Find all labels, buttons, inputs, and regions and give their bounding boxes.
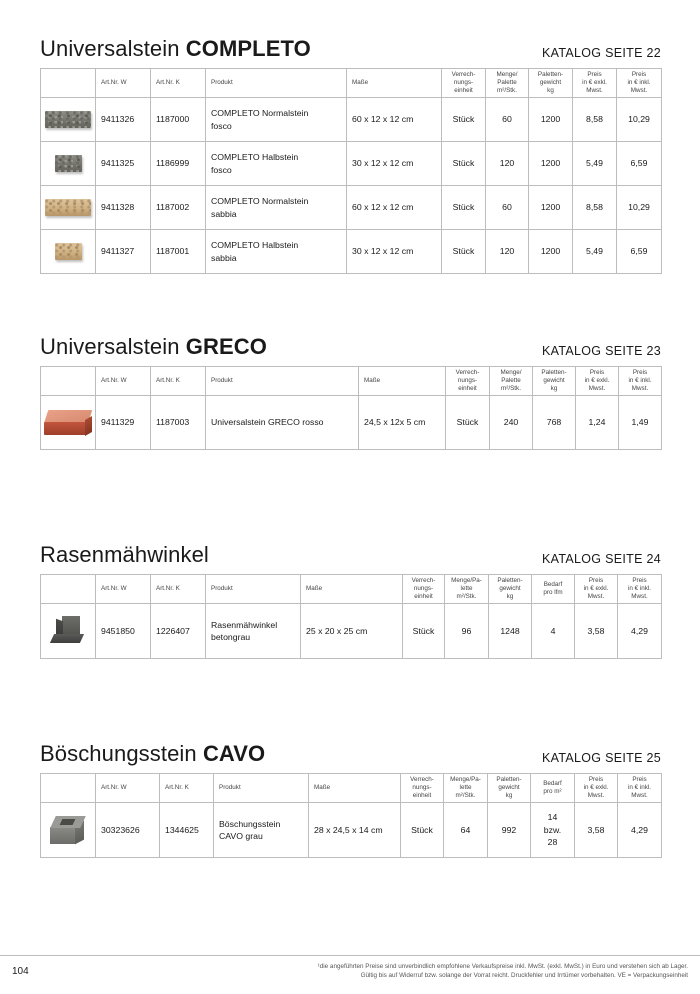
table-row xyxy=(41,604,662,659)
col-preis-exkl: Preis in € exkl. Mwst. xyxy=(576,367,619,396)
stone-image-icon xyxy=(55,243,82,260)
art-nr-w: 30323626 xyxy=(96,803,160,858)
stone-image-icon xyxy=(45,111,91,128)
col-art-k: Art.Nr. K xyxy=(151,575,206,604)
col-bedarf: Bedarf pro m² xyxy=(531,774,575,803)
stone-image-icon xyxy=(45,199,91,216)
col-menge: Menge/ Palette m²/Stk. xyxy=(486,69,529,98)
col-menge: Menge/Pa- lette m²/Stk. xyxy=(445,575,489,604)
col-art-k: Art.Nr. K xyxy=(160,774,214,803)
section-rasenmaehwinkel xyxy=(40,542,661,659)
col-masse: Maße xyxy=(347,69,442,98)
col-produkt: Produkt xyxy=(206,575,301,604)
section-header xyxy=(40,741,661,773)
art-nr-w: 9411326 xyxy=(96,98,151,142)
col-masse: Maße xyxy=(301,575,403,604)
footnote: ¹die angeführten Preise sind unverbindlich empfohlene Verkaufspreise inkl. MwSt. (exkl. MwSt.) in Euro und verstehen sich ab Lager. Gültig bis auf Widerruf bzw. solange der Vorrat reicht. Druckfehler und Irrtümer vorbehalten. VE = Verpackungseinheit xyxy=(317,963,688,979)
preis-exkl: 5,49 xyxy=(573,142,617,186)
catalog-page-ref: KATALOG SEITE 22 xyxy=(542,46,661,60)
col-art-w: Art.Nr. W xyxy=(96,367,151,396)
col-einheit: Verrech- nungs- einheit xyxy=(446,367,490,396)
art-nr-w: 9411328 xyxy=(96,186,151,230)
masse: 30 x 12 x 12 cm xyxy=(347,230,442,274)
slope-stone-icon xyxy=(49,813,87,847)
section-title: Böschungsstein CAVO xyxy=(40,741,266,766)
product-cell: COMPLETO Halbstein sabbia xyxy=(206,230,347,274)
preis-exkl: 8,58 xyxy=(573,98,617,142)
table-row xyxy=(41,803,662,858)
product-cell: COMPLETO Normalstein sabbia xyxy=(206,186,347,230)
section-header xyxy=(40,334,661,366)
gewicht: 1200 xyxy=(529,98,573,142)
col-gewicht: Paletten- gewicht kg xyxy=(488,774,531,803)
col-menge: Menge/Pa- lette m²/Stk. xyxy=(444,774,488,803)
table-row xyxy=(41,396,662,450)
masse: 25 x 20 x 25 cm xyxy=(301,604,403,659)
col-gewicht: Paletten- gewicht kg xyxy=(529,69,573,98)
einheit: Stück xyxy=(442,186,486,230)
gewicht: 768 xyxy=(533,396,576,450)
table-header-row xyxy=(41,575,662,604)
col-preis-inkl: Preis in € inkl. Mwst. xyxy=(619,367,662,396)
table-row xyxy=(41,230,662,274)
menge: 60 xyxy=(486,186,529,230)
masse: 60 x 12 x 12 cm xyxy=(347,186,442,230)
art-nr-w: 9411325 xyxy=(96,142,151,186)
einheit: Stück xyxy=(442,98,486,142)
menge: 120 xyxy=(486,230,529,274)
col-preis-inkl: Preis in € inkl. Mwst. xyxy=(618,575,662,604)
table-header-row xyxy=(41,367,662,396)
col-menge: Menge/ Palette m²/Stk. xyxy=(490,367,533,396)
einheit: Stück xyxy=(442,142,486,186)
col-preis-exkl: Preis in € exkl. Mwst. xyxy=(575,774,618,803)
bedarf: 4 xyxy=(532,604,575,659)
angle-stone-icon xyxy=(48,614,88,648)
catalog-page-ref: KATALOG SEITE 23 xyxy=(542,344,661,358)
art-nr-k: 1187001 xyxy=(151,230,206,274)
col-einheit: Verrech- nungs- einheit xyxy=(403,575,445,604)
menge: 64 xyxy=(444,803,488,858)
product-cell: Rasenmähwinkel betongrau xyxy=(206,604,301,659)
col-gewicht: Paletten- gewicht kg xyxy=(489,575,532,604)
menge: 240 xyxy=(490,396,533,450)
menge: 120 xyxy=(486,142,529,186)
col-art-w: Art.Nr. W xyxy=(96,774,160,803)
einheit: Stück xyxy=(401,803,444,858)
einheit: Stück xyxy=(446,396,490,450)
product-table-greco xyxy=(40,366,662,450)
product-table-completo xyxy=(40,68,662,274)
art-nr-w: 9411327 xyxy=(96,230,151,274)
gewicht: 1200 xyxy=(529,230,573,274)
product-cell: COMPLETO Normalstein fosco xyxy=(206,98,347,142)
product-table-cavo xyxy=(40,773,662,858)
page-number: 104 xyxy=(12,966,29,977)
art-nr-k: 1187003 xyxy=(151,396,206,450)
bedarf: 14 bzw. 28 xyxy=(531,803,575,858)
art-nr-k: 1187000 xyxy=(151,98,206,142)
gewicht: 1200 xyxy=(529,186,573,230)
preis-exkl: 3,58 xyxy=(575,803,618,858)
footer-divider xyxy=(0,955,700,956)
preis-exkl: 5,49 xyxy=(573,230,617,274)
masse: 24,5 x 12x 5 cm xyxy=(359,396,446,450)
col-art-k: Art.Nr. K xyxy=(151,69,206,98)
col-masse: Maße xyxy=(359,367,446,396)
stone-image-icon xyxy=(55,155,82,172)
section-header xyxy=(40,542,661,574)
preis-inkl: 10,29 xyxy=(617,98,662,142)
preis-inkl: 4,29 xyxy=(618,604,662,659)
col-art-k: Art.Nr. K xyxy=(151,367,206,396)
col-einheit: Verrech- nungs- einheit xyxy=(401,774,444,803)
section-title: Universalstein GRECO xyxy=(40,334,267,359)
art-nr-w: 9411329 xyxy=(96,396,151,450)
art-nr-k: 1186999 xyxy=(151,142,206,186)
section-cavo xyxy=(40,741,661,858)
art-nr-k: 1344625 xyxy=(160,803,214,858)
masse: 30 x 12 x 12 cm xyxy=(347,142,442,186)
col-art-w: Art.Nr. W xyxy=(96,575,151,604)
preis-inkl: 6,59 xyxy=(617,230,662,274)
preis-inkl: 4,29 xyxy=(618,803,662,858)
col-produkt: Produkt xyxy=(206,69,347,98)
masse: 28 x 24,5 x 14 cm xyxy=(309,803,401,858)
col-preis-inkl: Preis in € inkl. Mwst. xyxy=(618,774,662,803)
einheit: Stück xyxy=(442,230,486,274)
preis-inkl: 10,29 xyxy=(617,186,662,230)
product-cell: Böschungsstein CAVO grau xyxy=(214,803,309,858)
section-title: Universalstein COMPLETO xyxy=(40,36,311,61)
product-cell: COMPLETO Halbstein fosco xyxy=(206,142,347,186)
art-nr-w: 9451850 xyxy=(96,604,151,659)
table-header-row xyxy=(41,69,662,98)
menge: 96 xyxy=(445,604,489,659)
catalog-page-ref: KATALOG SEITE 24 xyxy=(542,552,661,566)
menge: 60 xyxy=(486,98,529,142)
section-header xyxy=(40,36,661,68)
preis-exkl: 8,58 xyxy=(573,186,617,230)
masse: 60 x 12 x 12 cm xyxy=(347,98,442,142)
col-bedarf: Bedarf pro lfm xyxy=(532,575,575,604)
col-preis-exkl: Preis in € exkl. Mwst. xyxy=(575,575,618,604)
preis-inkl: 1,49 xyxy=(619,396,662,450)
table-row xyxy=(41,186,662,230)
table-row xyxy=(41,98,662,142)
col-masse: Maße xyxy=(309,774,401,803)
col-produkt: Produkt xyxy=(206,367,359,396)
section-title: Rasenmähwinkel xyxy=(40,542,209,567)
col-preis-inkl: Preis in € inkl. Mwst. xyxy=(617,69,662,98)
gewicht: 992 xyxy=(488,803,531,858)
col-einheit: Verrech- nungs- einheit xyxy=(442,69,486,98)
col-produkt: Produkt xyxy=(214,774,309,803)
gewicht: 1248 xyxy=(489,604,532,659)
table-row xyxy=(41,142,662,186)
col-gewicht: Paletten- gewicht kg xyxy=(533,367,576,396)
preis-inkl: 6,59 xyxy=(617,142,662,186)
preis-exkl: 1,24 xyxy=(576,396,619,450)
einheit: Stück xyxy=(403,604,445,659)
col-art-w: Art.Nr. W xyxy=(96,69,151,98)
gewicht: 1200 xyxy=(529,142,573,186)
art-nr-k: 1226407 xyxy=(151,604,206,659)
preis-exkl: 3,58 xyxy=(575,604,618,659)
col-preis-exkl: Preis in € exkl. Mwst. xyxy=(573,69,617,98)
section-greco xyxy=(40,334,661,450)
product-table-rasenmaehwinkel xyxy=(40,574,662,659)
stone-image-icon xyxy=(44,408,92,438)
section-completo xyxy=(40,36,661,274)
art-nr-k: 1187002 xyxy=(151,186,206,230)
product-cell: Universalstein GRECO rosso xyxy=(206,396,359,450)
catalog-page-ref: KATALOG SEITE 25 xyxy=(542,751,661,765)
table-header-row xyxy=(41,774,662,803)
